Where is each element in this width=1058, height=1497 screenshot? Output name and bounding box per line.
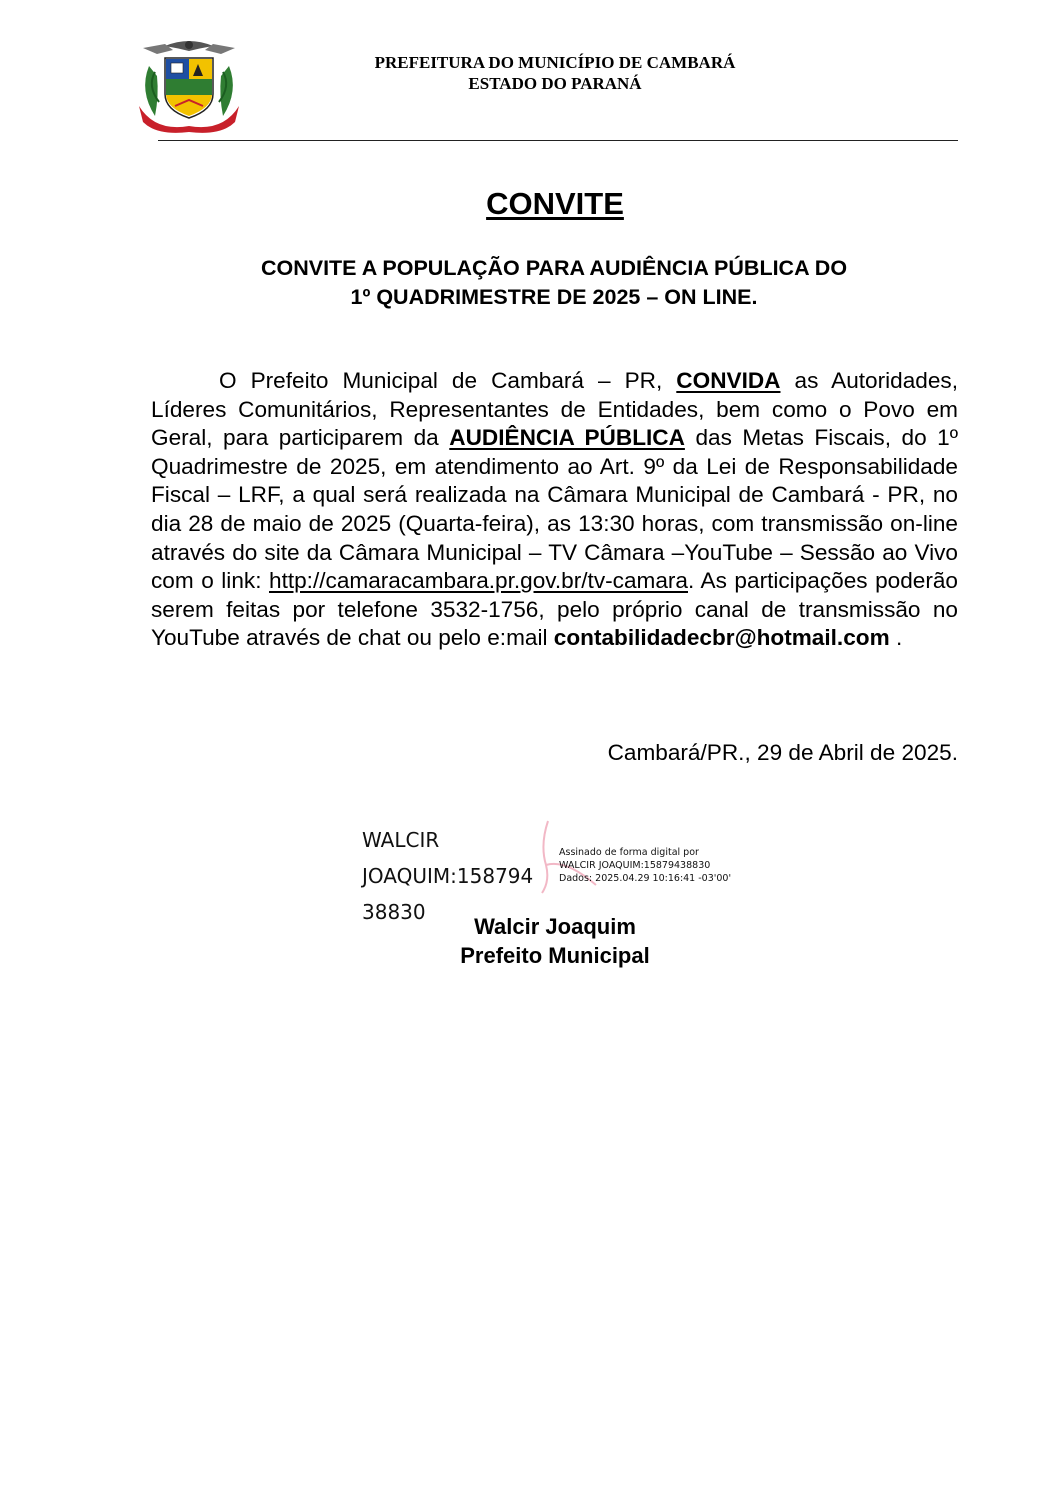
letterhead [250,52,860,94]
convida-emphasis: CONVIDA [676,368,781,393]
signature-info-line-1: Assinado de forma digital por [559,847,699,858]
municipal-crest-logo [135,36,243,136]
document-title: CONVITE [486,186,624,221]
signer-name: Walcir Joaquim [474,914,636,939]
invitation-body [151,367,958,653]
header-divider [158,140,958,141]
signer-block [300,912,810,970]
signature-name-line-2: JOAQUIM:158794 [362,864,534,888]
signature-info-line-2: WALCIR JOAQUIM:15879438830 [559,860,711,871]
body-text-2: as Autoridades, Líderes Comunitários, Representantes de Entidades, bem como o Povo em Geral, para participarem da [151,368,959,451]
digital-signature-info [559,846,731,885]
tv-camara-link[interactable]: http://camaracambara.pr.gov.br/tv-camara [269,568,688,594]
contact-email[interactable]: contabilidadecbr@hotmail.com [553,625,890,651]
body-text-3: das Metas Fiscais, do 1º Quadrimestre de 2025, em atendimento ao Art. 9º da Lei de Responsabilidade Fiscal – LRF, a qual será realizada na Câmara Municipal de Cambará - PR, no dia 28 de maio de 2025 (Quarta-feira), as 13:30 horas, com transmissão on-line através do site da Câmara Municipal – TV Câmara –YouTube – Sessão ao Vivo com o link: [151,425,958,594]
subtitle-line-2: 1º QUADRIMESTRE DE 2025 – ON LINE. [350,285,758,309]
invitation-paragraph [151,367,958,653]
body-text-4: . As participações poderão serem feitas por telefone 3532-1756, pelo próprio canal de transmissão no YouTube através de chat ou pelo e:mail [151,568,958,651]
signature-info-line-3: Dados: 2025.04.29 10:16:41 -03'00' [559,873,732,884]
document-subtitle [150,254,958,312]
letterhead-municipality: PREFEITURA DO MUNICÍPIO DE CAMBARÁ [374,53,736,72]
audiencia-publica-emphasis: AUDIÊNCIA PÚBLICA [449,425,685,451]
signature-name-line-1: WALCIR [362,828,440,852]
body-text-5: . [889,625,903,651]
date-line: Cambará/PR., 29 de Abril de 2025. [607,740,958,765]
body-text-1: O Prefeito Municipal de Cambará – PR, [219,368,663,393]
subtitle-line-1: CONVITE A POPULAÇÃO PARA AUDIÊNCIA PÚBLICA DO [260,256,848,280]
letterhead-state: ESTADO DO PARANÁ [468,74,642,93]
signer-role: Prefeito Municipal [460,943,650,968]
signature-name-line-3: 38830 [362,900,426,924]
